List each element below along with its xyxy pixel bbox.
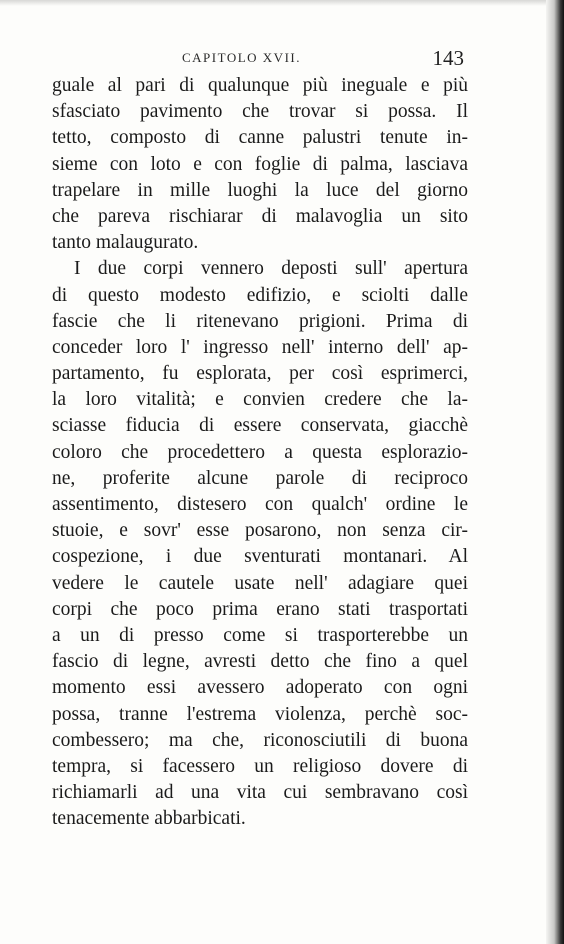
- page-number: 143: [432, 46, 464, 70]
- text-line: partamento, fu esplorata, per così esprimerci,: [52, 363, 468, 385]
- text-line: conceder loro l' ingresso nell' interno dell' ap-: [52, 336, 468, 358]
- text-line: momento essi avessero adoperato con ogni: [52, 677, 468, 699]
- paragraph-2: [52, 256, 468, 832]
- text-line: I due corpi vennero deposti sull' apertura: [74, 258, 468, 280]
- page-right-edge: [546, 0, 564, 944]
- text-line: sfasciato pavimento che trovar si possa. Il: [52, 101, 468, 123]
- text-line: coloro che procedettero a questa esplorazio-: [52, 441, 468, 463]
- body-text: [52, 73, 468, 832]
- text-line: guale al pari di qualunque più ineguale e più: [52, 75, 468, 96]
- text-line: ne, proferite alcune parole di reciproco: [52, 467, 468, 489]
- text-line: cospezione, i due sventurati montanari. Al: [52, 546, 468, 568]
- text-line: sciasse fiducia di essere conservata, giacchè: [52, 415, 468, 437]
- text-line: assentimento, distesero con qualch' ordine le: [52, 494, 468, 515]
- text-line: che pareva rischiarar di malavoglia un sito: [52, 205, 468, 227]
- text-line: tanto malaugurato.: [52, 232, 199, 254]
- text-line: vedere le cautele usate nell' adagiare quei: [52, 572, 468, 594]
- text-line: tempra, si facessero un religioso dovere di: [52, 755, 468, 777]
- text-line: fascie che li ritenevano prigioni. Prima di: [52, 310, 468, 332]
- paragraph-1: [52, 73, 468, 256]
- text-line: sieme con loto e con foglie di palma, lasciava: [52, 153, 468, 175]
- text-line: la loro vitalità; e convien credere che la-: [52, 389, 468, 411]
- running-head: CAPITOLO XVII.: [182, 50, 301, 65]
- text-line: di questo modesto edifizio, e sciolti dalle: [52, 284, 468, 306]
- text-line: a un di presso come si trasporterebbe un: [52, 624, 468, 646]
- text-line: tetto, composto di canne palustri tenute in-: [52, 127, 468, 149]
- text-line: trapelare in mille luoghi la luce del giorno: [52, 179, 468, 201]
- text-line: richiamarli ad una vita cui sembravano così: [52, 782, 468, 804]
- text-line: stuoie, e sovr' esse posarono, non senza cir-: [52, 520, 468, 542]
- page-header: [52, 46, 464, 74]
- text-line: combessero; ma che, riconosciutili di buona: [52, 729, 468, 751]
- text-line: possa, tranne l'estrema violenza, perchè soc-: [52, 703, 468, 725]
- text-line: fascio di legne, avresti detto che fino a quel: [52, 651, 468, 673]
- text-line: tenacemente abbarbicati.: [52, 808, 246, 830]
- text-line: corpi che poco prima erano stati trasportati: [52, 598, 468, 620]
- page-top-shadow: [0, 0, 564, 6]
